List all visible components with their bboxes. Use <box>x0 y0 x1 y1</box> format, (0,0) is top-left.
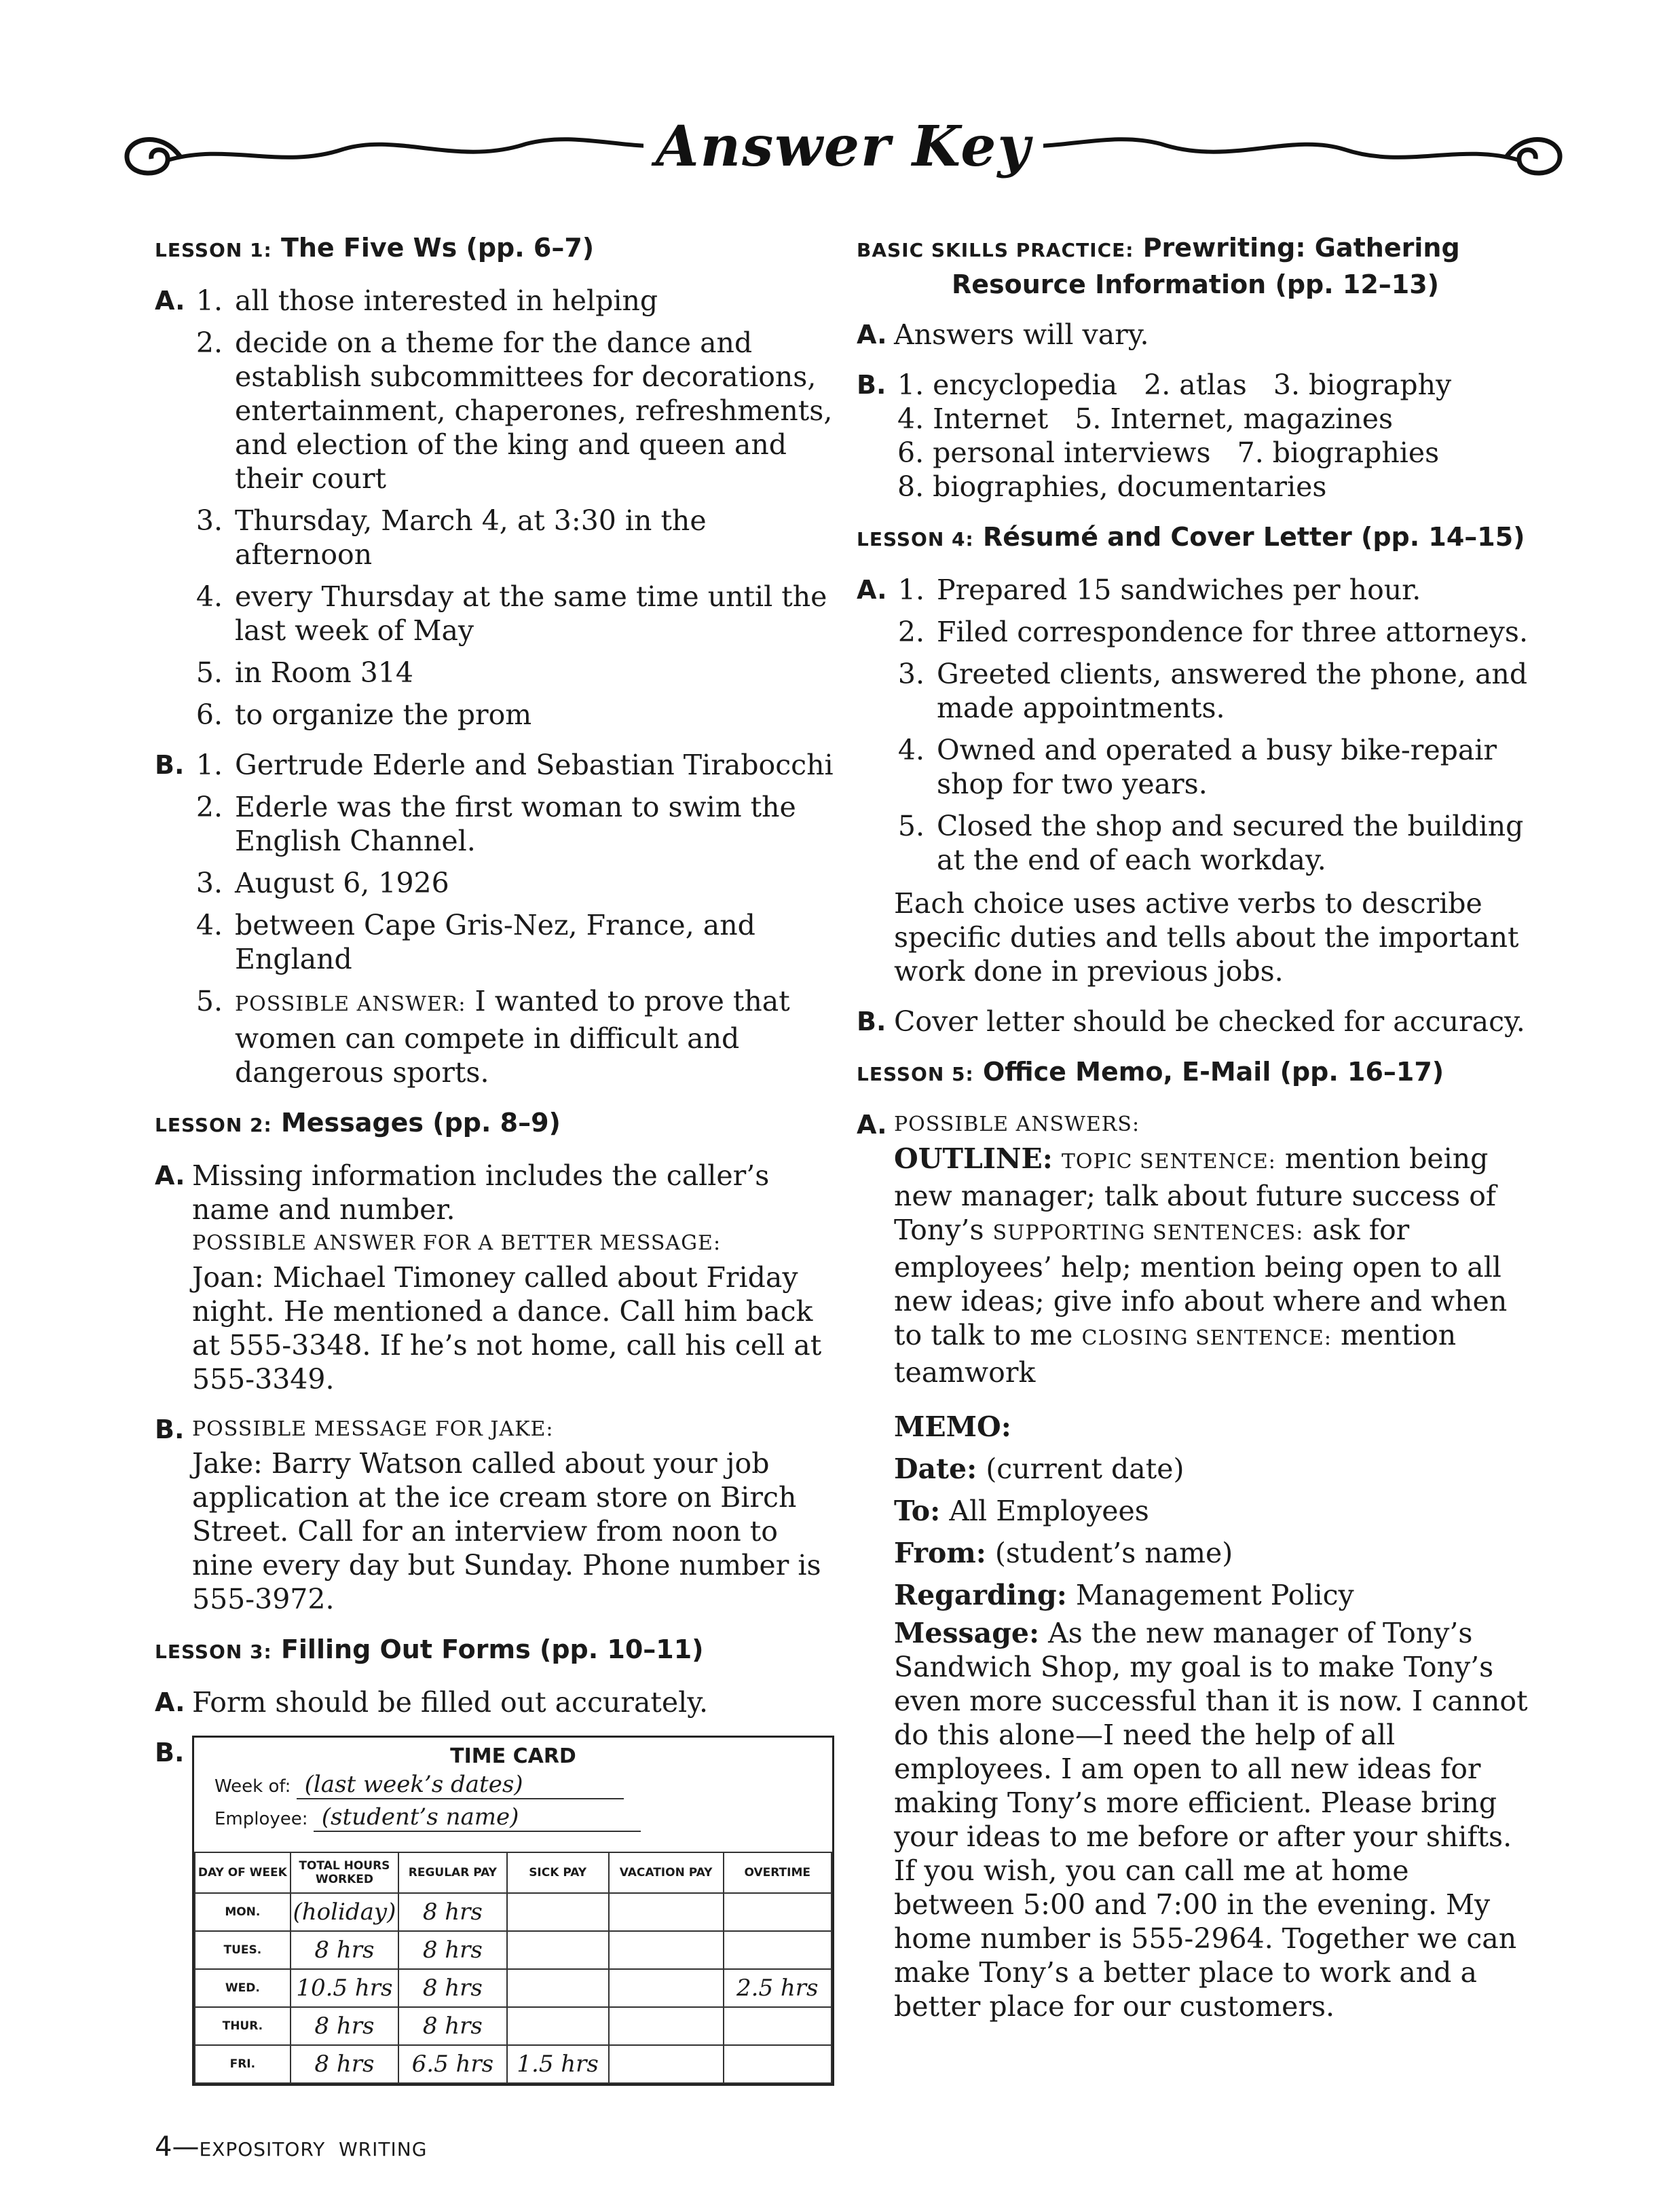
lesson1-section-b <box>155 748 834 1089</box>
item-number: 3. <box>195 504 223 537</box>
answer-line: 4. Internet 5. Internet, magazines <box>897 403 1394 435</box>
section-letter: A. <box>155 1687 185 1717</box>
answer-text: Missing information includes the caller’s name and number. <box>192 1159 770 1226</box>
outline-block <box>894 1142 1535 1389</box>
item-text: all those interested in helping <box>235 284 658 317</box>
time-card-table <box>194 1852 832 2084</box>
table-row <box>195 1969 832 2007</box>
table-cell: 8 hrs <box>291 2007 398 2045</box>
table-cell <box>724 1893 832 1931</box>
possible-message-label: POSSIBLE MESSAGE FOR JAKE: <box>192 1417 554 1441</box>
item-number: 5. <box>195 985 223 1017</box>
closing-text: mention teamwork <box>894 1319 1457 1389</box>
supporting-text: ask for employees’ help; mention being open to all new ideas; give info about where and when to talk to me <box>894 1214 1508 1351</box>
regarding-label: Regarding: <box>894 1579 1067 1611</box>
topic-text: mention being new manager; talk about future success of Tony’s <box>894 1142 1497 1246</box>
regarding-value: Management Policy <box>1066 1579 1354 1611</box>
basic-skills-title-line2: Resource Information (pp. 12–13) <box>952 269 1440 299</box>
possible-answers-label: POSSIBLE ANSWERS: <box>894 1112 1140 1136</box>
item-text: every Thursday at the same time until the last week of May <box>235 580 827 647</box>
table-cell: 8 hrs <box>291 1931 398 1969</box>
message-label: Message: <box>894 1617 1040 1649</box>
table-cell: 6.5 hrs <box>398 2045 506 2083</box>
section-letter: A. <box>857 575 887 605</box>
week-of-label: Week of: <box>214 1776 291 1797</box>
to-value: All Employees <box>940 1495 1149 1527</box>
item-text: decide on a theme for the dance and establish subcommittees for decorations, entertainment, chaperones, refreshments, and election of the king and queen and their court <box>235 326 833 495</box>
item-text: Ederle was the first woman to swim the English Channel. <box>235 791 796 857</box>
table-cell <box>609 1893 724 1931</box>
table-cell <box>724 2007 832 2045</box>
note-text: Each choice uses active verbs to describe specific duties and tells about the important work done in previous jobs. <box>894 887 1519 988</box>
item-text: Thursday, March 4, at 3:30 in the afternoon <box>235 504 707 571</box>
item-number: 4. <box>897 734 925 766</box>
memo-block <box>894 1406 1535 1616</box>
employee-value: (student’s name) <box>314 1803 641 1832</box>
item-text: I wanted to prove that women can compete in difficult and dangerous sports. <box>235 985 790 1089</box>
lesson4-title: Résumé and Cover Letter (pp. 14–15) <box>982 522 1525 552</box>
table-cell: 8 hrs <box>398 2007 506 2045</box>
lesson1-label: LESSON 1: <box>155 239 272 261</box>
lesson4-heading <box>857 520 1535 557</box>
column-header: TOTAL HOURS WORKED <box>291 1852 398 1893</box>
item-number: 2. <box>195 791 223 823</box>
item-text: in Room 314 <box>235 656 413 689</box>
item-number: 3. <box>897 658 925 690</box>
table-cell <box>507 1893 609 1931</box>
column-header: OVERTIME <box>724 1852 832 1893</box>
answer-line: 8. biographies, documentaries <box>897 470 1327 503</box>
table-cell <box>724 1931 832 1969</box>
table-cell: 8 hrs <box>398 1969 506 2007</box>
left-column <box>155 231 834 2086</box>
table-cell <box>507 2007 609 2045</box>
table-cell <box>609 1969 724 2007</box>
section-letter: A. <box>155 1161 185 1191</box>
item-text: Prepared 15 sandwiches per hour. <box>937 574 1421 606</box>
header-banner <box>119 102 1568 197</box>
table-cell: 8 hrs <box>398 1893 506 1931</box>
table-cell: 1.5 hrs <box>507 2045 609 2083</box>
day-cell: WED. <box>195 1969 291 2007</box>
lesson3-section-b <box>155 1736 834 2086</box>
basic-skills-title-line1: Prewriting: Gathering <box>1142 233 1460 263</box>
lesson2-label: LESSON 2: <box>155 1114 272 1136</box>
table-row <box>195 2045 832 2083</box>
table-header-row <box>195 1852 832 1893</box>
table-cell: 8 hrs <box>398 1931 506 1969</box>
day-cell: TUES. <box>195 1931 291 1969</box>
column-header: SICK PAY <box>507 1852 609 1893</box>
lesson1-title: The Five Ws (pp. 6–7) <box>280 233 595 263</box>
date-value: (current date) <box>977 1453 1184 1485</box>
section-letter: B. <box>857 370 886 400</box>
week-of-value: (last week’s dates) <box>297 1771 624 1799</box>
column-header: DAY OF WEEK <box>195 1852 291 1893</box>
item-text: Closed the shop and secured the building at the end of each workday. <box>937 810 1524 876</box>
item-text: Filed correspondence for three attorneys. <box>937 616 1528 648</box>
possible-answer-label: POSSIBLE ANSWER FOR A BETTER MESSAGE: <box>192 1231 722 1255</box>
possible-answer-label: POSSIBLE ANSWER: <box>235 992 466 1016</box>
date-label: Date: <box>894 1453 977 1485</box>
message-text: Jake: Barry Watson called about your job application at the ice cream store on Birch Street. Call for an interview from noon to nine every day but Sunday. Phone number is 555-3972. <box>192 1447 821 1615</box>
lesson1-heading <box>155 231 834 267</box>
item-text: Greeted clients, answered the phone, and made appointments. <box>937 658 1528 724</box>
employee-row <box>194 1803 832 1835</box>
day-cell: FRI. <box>195 2045 291 2083</box>
item-number: 1. <box>897 574 925 606</box>
table-row <box>195 2007 832 2045</box>
lesson5-section-a <box>857 1108 1535 2023</box>
lesson2-heading <box>155 1106 834 1142</box>
item-number: 2. <box>195 326 223 359</box>
basic-section-b <box>857 368 1535 504</box>
item-number: 3. <box>195 867 223 899</box>
lesson5-title: Office Memo, E-Mail (pp. 16–17) <box>982 1057 1444 1087</box>
item-number: 4. <box>195 909 223 941</box>
lesson2-title: Messages (pp. 8–9) <box>280 1108 561 1138</box>
item-number: 1. <box>195 284 223 317</box>
item-text: between Cape Gris-Nez, France, and England <box>235 909 755 975</box>
item-number: 4. <box>195 580 223 613</box>
lesson3-section-a <box>155 1685 834 1719</box>
section-letter: B. <box>155 1738 185 1767</box>
lesson4-label: LESSON 4: <box>857 528 974 550</box>
section-letter: B. <box>155 1415 185 1444</box>
from-value: (student’s name) <box>986 1537 1233 1569</box>
answer-text: Answers will vary. <box>894 318 1149 351</box>
table-cell <box>724 2045 832 2083</box>
lesson3-heading <box>155 1632 834 1669</box>
lesson1-section-a <box>155 284 834 732</box>
basic-skills-heading <box>857 231 1535 301</box>
table-cell: 2.5 hrs <box>724 1969 832 2007</box>
item-number: 1. <box>195 749 223 781</box>
answer-line: 1. encyclopedia 2. atlas 3. biography <box>897 369 1452 401</box>
answer-text: Form should be filled out accurately. <box>192 1686 709 1719</box>
basic-skills-label: BASIC SKILLS PRACTICE: <box>857 239 1134 261</box>
day-cell: MON. <box>195 1893 291 1931</box>
section-letter: A. <box>857 320 887 350</box>
to-label: To: <box>894 1495 941 1527</box>
table-cell <box>507 1969 609 2007</box>
outline-label: OUTLINE: <box>894 1142 1053 1175</box>
footer-text: EXPOSITORY WRITING <box>199 2138 428 2160</box>
answer-text: Cover letter should be checked for accuracy. <box>894 1005 1525 1038</box>
table-cell: (holiday) <box>291 1893 398 1931</box>
table-cell <box>609 1931 724 1969</box>
right-column <box>857 231 1535 2040</box>
section-letter: A. <box>857 1110 887 1140</box>
table-cell <box>507 1931 609 1969</box>
from-label: From: <box>894 1537 986 1569</box>
lesson5-heading <box>857 1055 1535 1091</box>
lesson4-section-b <box>857 1005 1535 1039</box>
lesson3-title: Filling Out Forms (pp. 10–11) <box>280 1634 704 1664</box>
topic-label: TOPIC SENTENCE: <box>1061 1150 1276 1174</box>
table-cell <box>609 2045 724 2083</box>
table-cell: 8 hrs <box>291 2045 398 2083</box>
column-header: REGULAR PAY <box>398 1852 506 1893</box>
table-cell: 10.5 hrs <box>291 1969 398 2007</box>
week-of-row <box>194 1770 832 1803</box>
table-row <box>195 1893 832 1931</box>
lesson2-section-a <box>155 1159 834 1396</box>
page-title: Answer Key <box>643 114 1043 179</box>
column-header: VACATION PAY <box>609 1852 724 1893</box>
item-text: August 6, 1926 <box>235 867 449 899</box>
message-value: As the new manager of Tony’s Sandwich Shop, my goal is to make Tony’s even more successful than it is now. I cannot do this alone—I need the help of all employees. I am open to all new ideas for making Tony’s more efficient. Please bring your ideas to me before or after your shifts. If you wish, you can call me at home between 5:00 and 7:00 in the evening. My home number is 555-2964. Together we can make Tony’s a better place to work and a better place for our customers. <box>894 1617 1528 2023</box>
memo-label: MEMO: <box>894 1410 1011 1443</box>
basic-section-a <box>857 318 1535 352</box>
supporting-label: SUPPORTING SENTENCES: <box>992 1221 1304 1245</box>
item-text: Gertrude Ederle and Sebastian Tirabocchi <box>235 749 834 781</box>
lesson5-label: LESSON 5: <box>857 1063 974 1085</box>
page-number: 4— <box>155 2131 200 2163</box>
item-number: 5. <box>897 810 925 842</box>
table-row <box>195 1931 832 1969</box>
item-text: Owned and operated a busy bike-repair shop for two years. <box>937 734 1497 800</box>
time-card <box>192 1736 834 2086</box>
section-letter: B. <box>155 750 185 780</box>
item-number: 2. <box>897 616 925 648</box>
employee-label: Employee: <box>214 1809 308 1829</box>
lesson4-section-a <box>857 573 1535 988</box>
message-block <box>894 1616 1535 2023</box>
item-text: to organize the prom <box>235 698 532 731</box>
lesson2-section-b <box>155 1412 834 1616</box>
table-cell <box>609 2007 724 2045</box>
day-cell: THUR. <box>195 2007 291 2045</box>
item-number: 6. <box>195 698 223 731</box>
time-card-title: TIME CARD <box>450 1744 576 1768</box>
closing-label: CLOSING SENTENCE: <box>1081 1326 1332 1350</box>
page-footer <box>155 2131 427 2163</box>
message-text: Joan: Michael Timoney called about Friday night. He mentioned a dance. Call him back at 555-3348. If he’s not home, call his cell at 555-3349. <box>192 1261 822 1396</box>
item-number: 5. <box>195 656 223 689</box>
answer-line: 6. personal interviews 7. biographies <box>897 436 1440 469</box>
lesson3-label: LESSON 3: <box>155 1641 272 1663</box>
section-letter: B. <box>857 1007 886 1036</box>
section-letter: A. <box>155 286 185 316</box>
